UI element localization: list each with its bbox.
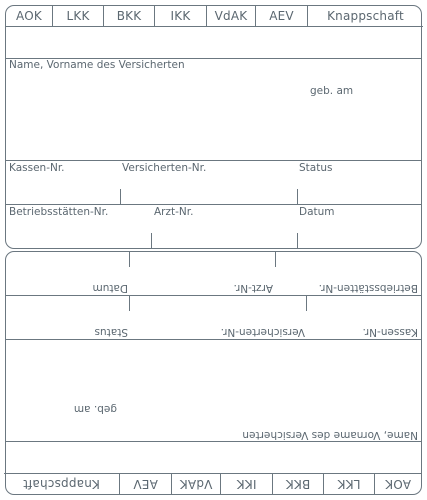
kassenart-aev[interactable]: AEV <box>119 473 171 494</box>
field-separator-tick <box>306 295 307 311</box>
datum-label: Datum <box>92 282 128 294</box>
status-label: Status <box>94 326 128 338</box>
field-separator-tick <box>129 251 130 267</box>
kassen-nr-label: Kassen-Nr. <box>362 326 418 338</box>
field-separator-tick <box>151 233 152 249</box>
divider-line <box>6 339 421 340</box>
kassenart-vdak[interactable]: VdAK <box>171 473 220 494</box>
form-panel-upright <box>5 5 422 249</box>
name-label: Name, Vorname des Versicherten <box>9 59 185 71</box>
versicherten-nr-label: Versicherten-Nr. <box>122 162 207 174</box>
birth-date-label: geb. am <box>73 403 117 415</box>
kassenart-knappschaft[interactable]: Knappschaft <box>4 473 119 494</box>
divider-line <box>6 441 421 442</box>
field-separator-tick <box>297 233 298 249</box>
betriebsstaetten-nr-label: Betriebsstätten-Nr. <box>9 206 109 218</box>
kassenart-knappschaft[interactable]: Knappschaft <box>308 6 423 27</box>
divider-line <box>6 204 421 205</box>
betriebsstaetten-nr-label: Betriebsstätten-Nr. <box>318 282 418 294</box>
status-label: Status <box>299 162 333 174</box>
kassenart-row <box>6 6 421 27</box>
kassenart-lkk[interactable]: LKK <box>323 473 374 494</box>
kassenart-aok[interactable]: AOK <box>374 473 421 494</box>
birth-date-label: geb. am <box>310 85 354 97</box>
arzt-nr-label: Arzt-Nr. <box>233 282 273 294</box>
divider-line <box>6 160 421 161</box>
form-panel-inverted <box>5 251 422 495</box>
versicherten-nr-label: Versicherten-Nr. <box>220 326 305 338</box>
kassen-nr-label: Kassen-Nr. <box>9 162 65 174</box>
arzt-nr-label: Arzt-Nr. <box>154 206 194 218</box>
field-separator-tick <box>120 189 121 205</box>
kassenart-aok[interactable]: AOK <box>6 6 53 27</box>
kassenart-aev[interactable]: AEV <box>256 6 308 27</box>
kassenart-row <box>6 473 421 494</box>
datum-label: Datum <box>299 206 335 218</box>
kassenart-bkk[interactable]: BKK <box>104 6 155 27</box>
kassenart-ikk[interactable]: IKK <box>155 6 207 27</box>
kassenart-ikk[interactable]: IKK <box>220 473 272 494</box>
field-separator-tick <box>275 251 276 267</box>
kassenart-vdak[interactable]: VdAK <box>207 6 256 27</box>
field-separator-tick <box>129 295 130 311</box>
name-label: Name, Vorname des Versicherten <box>242 429 418 441</box>
kassenart-bkk[interactable]: BKK <box>272 473 323 494</box>
divider-line <box>6 295 421 296</box>
kassenart-lkk[interactable]: LKK <box>53 6 104 27</box>
field-separator-tick <box>297 189 298 205</box>
